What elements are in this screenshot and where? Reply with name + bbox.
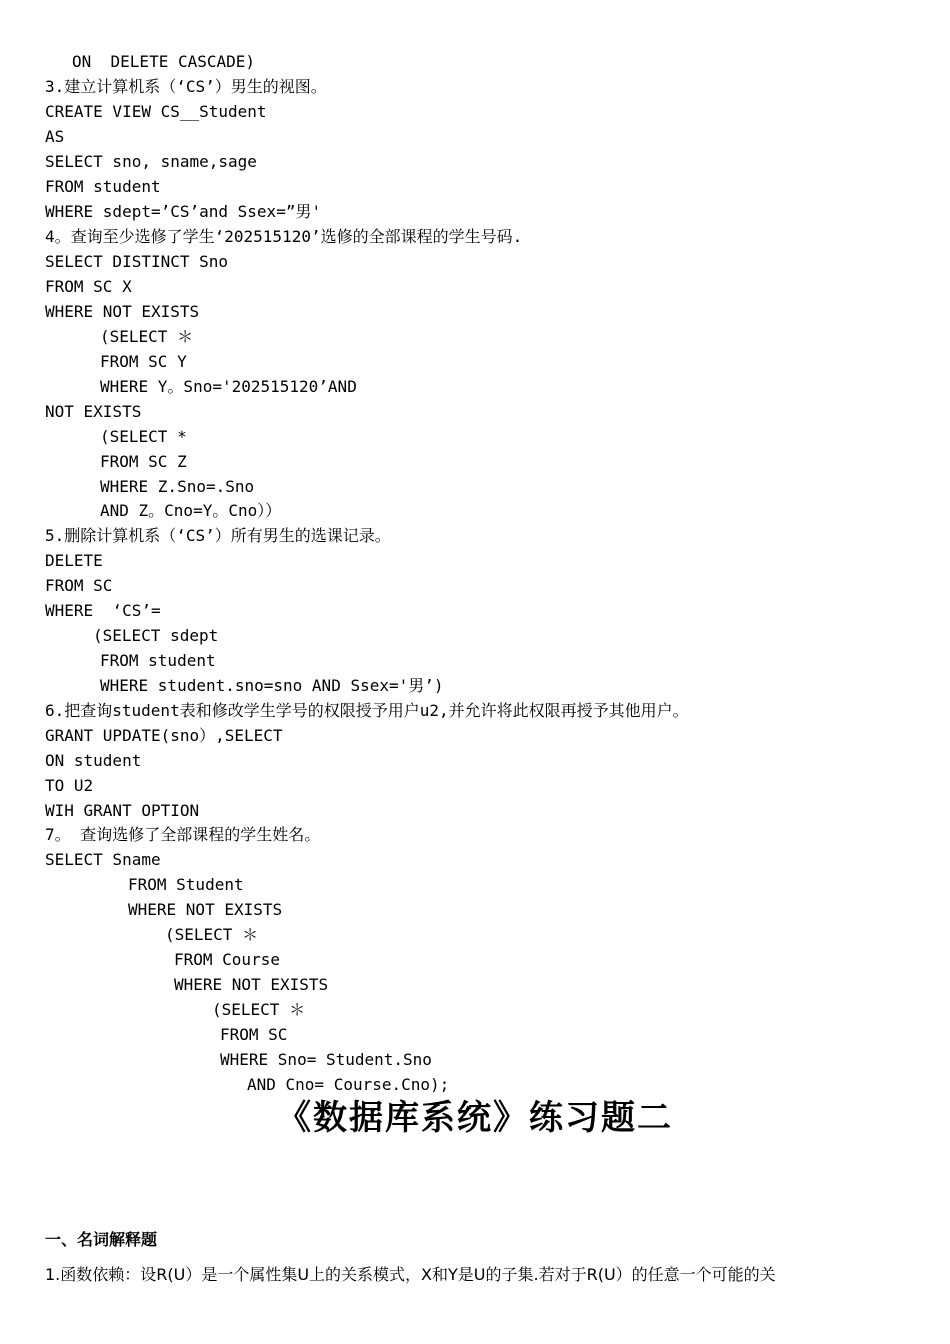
code-line: (SELECT ＊ [100, 327, 194, 346]
code-line: (SELECT sdept [93, 626, 219, 645]
code-line: AND Z。Cno=Y。Cno）） [100, 501, 282, 520]
code-line: FROM SC Z [100, 452, 187, 471]
code-line: FROM SC [220, 1025, 288, 1044]
code-line: WHERE NOT EXISTS [128, 900, 283, 919]
code-line: AND Cno= Course.Cno); [247, 1075, 450, 1094]
code-line: WHERE NOT EXISTS [174, 975, 329, 994]
code-line: CREATE VIEW CS__Student [45, 102, 267, 121]
question-line: 7。 查询选修了全部课程的学生姓名。 [45, 825, 321, 844]
code-line: FROM SC Y [100, 352, 187, 371]
code-line: FROM Course [174, 950, 280, 969]
code-line: GRANT UPDATE(sno）,SELECT [45, 726, 283, 745]
code-line: TO U2 [45, 776, 94, 795]
code-line: SELECT DISTINCT Sno [45, 252, 229, 271]
question-line: 4。查询至少选修了学生‘202515120’选修的全部课程的学生号码. [45, 227, 523, 246]
code-line: WHERE Z.Sno=.Sno [100, 477, 255, 496]
section-heading: 一、名词解释题 [45, 1230, 158, 1249]
code-line: WHERE sdept=’CS’and Ssex=”男' [45, 202, 322, 221]
code-line: (SELECT ＊ [165, 925, 259, 944]
code-line: NOT EXISTS [45, 402, 142, 421]
code-line: AS [45, 127, 65, 146]
code-line: SELECT Sname [45, 850, 161, 869]
code-line: WHERE Sno= Student.Sno [220, 1050, 432, 1069]
question-line: 6.把查询student表和修改学生学号的权限授予用户u2,并允许将此权限再授予其他用户。 [45, 701, 689, 720]
question-line: 5.删除计算机系（‘CS’）所有男生的选课记录。 [45, 526, 391, 545]
code-line: WHERE Y。Sno='202515120’AND [100, 377, 357, 396]
code-line: WIH GRANT OPTION [45, 801, 200, 820]
code-line: FROM student [100, 651, 216, 670]
code-line: FROM Student [128, 875, 244, 894]
code-line: DELETE [45, 551, 103, 570]
page-title: 《数据库系统》练习题二 [277, 1098, 673, 1138]
code-line: FROM SC [45, 576, 113, 595]
code-line: WHERE NOT EXISTS [45, 302, 200, 321]
question-line: 3.建立计算机系（‘CS’）男生的视图。 [45, 77, 327, 96]
code-line: SELECT sno, sname,sage [45, 152, 257, 171]
code-line: ON student [45, 751, 142, 770]
code-line: (SELECT ＊ [212, 1000, 306, 1019]
code-line: FROM student [45, 177, 161, 196]
paragraph: 1.函数依赖：设R(U）是一个属性集U上的关系模式，X和Y是U的子集.若对于R(U）的任意一个可能的关 [45, 1265, 776, 1284]
code-line: FROM SC X [45, 277, 132, 296]
code-line: ON DELETE CASCADE) [72, 52, 256, 71]
code-line: WHERE student.sno=sno AND Ssex='男’) [100, 676, 444, 695]
code-line: (SELECT * [100, 427, 187, 446]
code-line: WHERE ‘CS’= [45, 601, 161, 620]
